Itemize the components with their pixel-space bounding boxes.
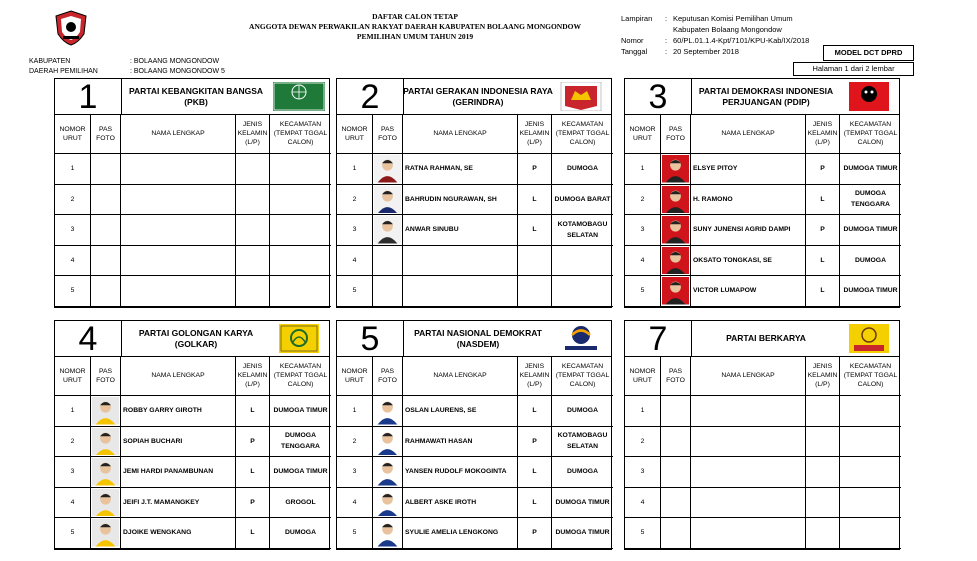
cell-nama: SOPIAH BUCHARI: [121, 427, 236, 458]
party-name: PARTAI KEBANGKITAN BANGSA (PKB): [128, 85, 264, 107]
cell-nomor: 3: [625, 215, 661, 246]
cell-jk: L: [518, 457, 552, 488]
party-name: PARTAI GOLONGAN KARYA (GOLKAR): [138, 327, 254, 349]
cell-nomor: 1: [625, 396, 661, 427]
party-logo-gerindra: [555, 82, 607, 111]
cell-foto: [661, 518, 691, 549]
party-panel-golkar: [54, 320, 330, 550]
kabupaten-value: : BOLAANG MONGONDOW: [130, 58, 220, 65]
cell-kecamatan: DUMOGA BARAT: [552, 185, 613, 216]
cell-nomor: 5: [625, 518, 661, 549]
column-header-foto: PAS FOTO: [91, 356, 121, 396]
cell-kecamatan: DUMOGA: [552, 396, 613, 427]
cell-kecamatan: DUMOGA TIMUR: [552, 488, 613, 519]
cell-foto: [91, 276, 121, 307]
cell-jk: P: [518, 154, 552, 185]
party-panel-gerindra: [336, 78, 612, 308]
cell-kecamatan: [552, 246, 613, 277]
cell-nomor: 3: [337, 215, 373, 246]
cell-nama: ANWAR SINUBU: [403, 215, 518, 246]
column-header-jk: JENIS KELAMIN (L/P): [236, 114, 270, 154]
party-logo-nasdem: [555, 324, 607, 353]
cell-jk: [518, 246, 552, 277]
cell-foto: [91, 488, 121, 519]
tanggal-value: 20 September 2018: [673, 47, 739, 56]
cell-foto: [661, 246, 691, 277]
column-header-kec: KECAMATAN (TEMPAT TGGAL CALON): [270, 114, 331, 154]
cell-nama: ALBERT ASKE IROTH: [403, 488, 518, 519]
cell-kecamatan: DUMOGA TIMUR: [270, 457, 331, 488]
lampiran-value-1: Keputusan Komisi Pemilihan Umum: [673, 14, 793, 23]
cell-kecamatan: DUMOGA TENGGARA: [270, 427, 331, 458]
cell-foto: [661, 488, 691, 519]
party-panel-berkarya: [624, 320, 900, 550]
cell-jk: L: [236, 457, 270, 488]
cell-nomor: 3: [55, 215, 91, 246]
column-header-foto: PAS FOTO: [661, 356, 691, 396]
cell-nomor: 2: [625, 185, 661, 216]
cell-kecamatan: DUMOGA: [840, 246, 901, 277]
region-meta: [29, 57, 225, 77]
candidate-photo: [662, 216, 689, 248]
cell-foto: [91, 185, 121, 216]
title-line-2: ANGGOTA DEWAN PERWAKILAN RAKYAT DAERAH KABUPATEN BOLAANG MONGONDOW: [249, 22, 581, 31]
party-header: [337, 321, 611, 357]
cell-foto: [373, 457, 403, 488]
cell-jk: [806, 518, 840, 549]
cell-jk: [236, 246, 270, 277]
candidate-table: [337, 114, 611, 307]
candidate-photo: [662, 277, 689, 309]
cell-nomor: 5: [337, 518, 373, 549]
cell-nomor: 2: [55, 185, 91, 216]
cell-foto: [373, 427, 403, 458]
column-header-foto: PAS FOTO: [91, 114, 121, 154]
cell-kecamatan: DUMOGA TIMUR: [552, 518, 613, 549]
lampiran-value-2: Kabupaten Bolaang Mongondow: [673, 25, 782, 34]
cell-nama: SYULIE AMELIA LENGKONG: [403, 518, 518, 549]
cell-nomor: 4: [337, 488, 373, 519]
cell-kecamatan: [270, 246, 331, 277]
cell-jk: [806, 427, 840, 458]
candidate-table: [625, 356, 899, 549]
cell-foto: [373, 396, 403, 427]
party-name: PARTAI DEMOKRASI INDONESIA PERJUANGAN (PDIP): [698, 85, 834, 107]
party-header: [55, 321, 329, 357]
cell-nomor: 4: [55, 488, 91, 519]
column-header-nomor: NOMOR URUT: [55, 356, 91, 396]
cell-jk: L: [518, 488, 552, 519]
party-header: [625, 321, 899, 357]
party-name: PARTAI GERAKAN INDONESIA RAYA (GERINDRA): [403, 85, 553, 107]
column-header-kec: KECAMATAN (TEMPAT TGGAL CALON): [840, 114, 901, 154]
nomor-value: 60/PL.01.1.4-Kpt/7101/KPU-Kab/IX/2018: [673, 36, 810, 45]
cell-foto: [91, 518, 121, 549]
column-header-nomor: NOMOR URUT: [55, 114, 91, 154]
cell-nomor: 3: [55, 457, 91, 488]
model-box: MODEL DCT DPRD: [823, 45, 914, 61]
candidate-table: [55, 114, 329, 307]
cell-foto: [91, 457, 121, 488]
cell-foto: [91, 246, 121, 277]
cell-nomor: 5: [55, 518, 91, 549]
candidate-photo: [662, 155, 689, 187]
candidate-photo: [92, 519, 119, 551]
party-header: [625, 79, 899, 115]
kabupaten-label: KABUPATEN: [29, 58, 71, 65]
cell-foto: [661, 185, 691, 216]
candidate-photo: [374, 489, 401, 521]
nomor-label: Nomor: [621, 36, 644, 45]
cell-jk: L: [806, 276, 840, 307]
cell-kecamatan: [840, 488, 901, 519]
dapil-value: : BOLAANG MONGONDOW 5: [130, 68, 225, 75]
cell-jk: P: [236, 427, 270, 458]
cell-foto: [661, 427, 691, 458]
cell-jk: [806, 396, 840, 427]
column-header-nama: NAMA LENGKAP: [691, 114, 806, 154]
cell-kecamatan: DUMOGA: [552, 457, 613, 488]
cell-nomor: 1: [55, 396, 91, 427]
column-header-foto: PAS FOTO: [661, 114, 691, 154]
cell-foto: [91, 215, 121, 246]
cell-foto: [661, 396, 691, 427]
cell-nomor: 1: [55, 154, 91, 185]
candidate-photo: [374, 458, 401, 490]
cell-kecamatan: KOTAMOBAGU SELATAN: [552, 427, 613, 458]
cell-foto: [661, 154, 691, 185]
party-name: PARTAI NASIONAL DEMOKRAT (NASDEM): [414, 327, 542, 349]
cell-nomor: 5: [625, 276, 661, 307]
cell-nama: RAHMAWATI HASAN: [403, 427, 518, 458]
cell-nomor: 5: [337, 276, 373, 307]
title-line-3: PEMILIHAN UMUM TAHUN 2019: [356, 32, 474, 41]
cell-nomor: 4: [625, 246, 661, 277]
candidate-table: [55, 356, 329, 549]
candidate-table: [337, 356, 611, 549]
cell-kecamatan: [270, 185, 331, 216]
column-header-jk: JENIS KELAMIN (L/P): [518, 114, 552, 154]
column-header-foto: PAS FOTO: [373, 114, 403, 154]
cell-nomor: 4: [337, 246, 373, 277]
cell-jk: [236, 154, 270, 185]
cell-nomor: 2: [55, 427, 91, 458]
cell-nama: [121, 215, 236, 246]
cell-jk: L: [518, 215, 552, 246]
tanggal-label: Tanggal: [621, 47, 648, 56]
cell-foto: [91, 154, 121, 185]
cell-foto: [373, 246, 403, 277]
cell-kecamatan: [270, 276, 331, 307]
cell-foto: [661, 276, 691, 307]
party-number: 2: [337, 79, 404, 114]
cell-nama: BAHRUDIN NGURAWAN, SH: [403, 185, 518, 216]
cell-jk: L: [806, 185, 840, 216]
cell-nomor: 1: [337, 396, 373, 427]
cell-jk: [236, 276, 270, 307]
column-header-nomor: NOMOR URUT: [337, 114, 373, 154]
cell-kecamatan: DUMOGA TIMUR: [840, 154, 901, 185]
cell-jk: P: [518, 518, 552, 549]
cell-foto: [661, 215, 691, 246]
candidate-photo: [92, 458, 119, 490]
party-header: [337, 79, 611, 115]
column-header-kec: KECAMATAN (TEMPAT TGGAL CALON): [552, 114, 613, 154]
column-header-nomor: NOMOR URUT: [337, 356, 373, 396]
cell-jk: P: [806, 215, 840, 246]
cell-nomor: 1: [625, 154, 661, 185]
cell-kecamatan: GROGOL: [270, 488, 331, 519]
cell-kecamatan: [270, 154, 331, 185]
cell-jk: L: [518, 185, 552, 216]
cell-nama: ELSYE PITOY: [691, 154, 806, 185]
party-panel-pdip: [624, 78, 900, 308]
column-header-jk: JENIS KELAMIN (L/P): [518, 356, 552, 396]
cell-nomor: 2: [625, 427, 661, 458]
candidate-photo: [374, 519, 401, 551]
cell-jk: L: [236, 518, 270, 549]
cell-nama: [691, 518, 806, 549]
cell-nama: YANSEN RUDOLF MOKOGINTA: [403, 457, 518, 488]
candidate-photo: [92, 428, 119, 460]
cell-nama: [403, 276, 518, 307]
candidate-photo: [92, 489, 119, 521]
cell-jk: P: [518, 427, 552, 458]
cell-nama: VICTOR LUMAPOW: [691, 276, 806, 307]
column-header-kec: KECAMATAN (TEMPAT TGGAL CALON): [840, 356, 901, 396]
cell-foto: [373, 518, 403, 549]
cell-nama: [691, 396, 806, 427]
cell-jk: [806, 488, 840, 519]
party-number: 1: [55, 79, 122, 114]
cell-jk: [236, 215, 270, 246]
cell-nomor: 5: [55, 276, 91, 307]
lampiran-label: Lampiran: [621, 14, 653, 23]
party-name: PARTAI BERKARYA: [726, 333, 806, 343]
column-header-nomor: NOMOR URUT: [625, 114, 661, 154]
cell-foto: [661, 457, 691, 488]
cell-nama: [691, 457, 806, 488]
cell-nama: RATNA RAHMAN, SE: [403, 154, 518, 185]
party-number: 3: [625, 79, 692, 114]
cell-nama: [121, 185, 236, 216]
column-header-kec: KECAMATAN (TEMPAT TGGAL CALON): [552, 356, 613, 396]
candidate-table: [625, 114, 899, 307]
party-number: 7: [625, 321, 692, 356]
cell-jk: [236, 185, 270, 216]
cell-kecamatan: [270, 215, 331, 246]
document-title: [240, 12, 590, 42]
cell-foto: [91, 396, 121, 427]
column-header-nama: NAMA LENGKAP: [403, 356, 518, 396]
party-panel-pkb: [54, 78, 330, 308]
cell-kecamatan: [840, 457, 901, 488]
page-info: Halaman 1 dari 2 lembar: [793, 62, 914, 76]
cell-nomor: 4: [55, 246, 91, 277]
cell-foto: [373, 185, 403, 216]
candidate-photo: [92, 397, 119, 429]
cell-kecamatan: [840, 427, 901, 458]
candidate-photo: [374, 155, 401, 187]
candidate-photo: [662, 247, 689, 279]
title-line-1: DAFTAR CALON TETAP: [372, 12, 458, 21]
cell-nama: OKSATO TONGKASI, SE: [691, 246, 806, 277]
cell-jk: [518, 276, 552, 307]
column-header-kec: KECAMATAN (TEMPAT TGGAL CALON): [270, 356, 331, 396]
cell-nama: DJOIKE WENGKANG: [121, 518, 236, 549]
cell-jk: L: [806, 246, 840, 277]
cell-nomor: 3: [337, 457, 373, 488]
cell-kecamatan: [840, 396, 901, 427]
party-logo-berkarya: [843, 324, 895, 353]
cell-foto: [373, 276, 403, 307]
cell-kecamatan: DUMOGA: [270, 518, 331, 549]
cell-nomor: 3: [625, 457, 661, 488]
cell-nama: H. RAMONO: [691, 185, 806, 216]
cell-nomor: 4: [625, 488, 661, 519]
column-header-jk: JENIS KELAMIN (L/P): [806, 356, 840, 396]
party-number: 4: [55, 321, 122, 356]
cell-jk: P: [236, 488, 270, 519]
lampiran-block: Lampiran : Keputusan Komisi Pemilihan Umum Kabupaten Bolaang Mongondow Nomor : 60/PL.01.1.4-Kpt/7101/KPU-Kab/IX/2018 Tanggal : 20 September 2018: [621, 14, 810, 56]
cell-kecamatan: KOTAMOBAGU SELATAN: [552, 215, 613, 246]
column-header-nama: NAMA LENGKAP: [121, 356, 236, 396]
cell-jk: [806, 457, 840, 488]
column-header-nama: NAMA LENGKAP: [121, 114, 236, 154]
cell-kecamatan: [552, 276, 613, 307]
cell-kecamatan: [840, 518, 901, 549]
cell-nama: [691, 427, 806, 458]
cell-nama: ROBBY GARRY GIROTH: [121, 396, 236, 427]
candidate-photo: [374, 428, 401, 460]
cell-foto: [373, 488, 403, 519]
cell-nomor: 2: [337, 427, 373, 458]
cell-kecamatan: DUMOGA TIMUR: [840, 215, 901, 246]
cell-nama: JEMI HARDI PANAMBUNAN: [121, 457, 236, 488]
cell-nama: SUNY JUNENSI AGRID DAMPI: [691, 215, 806, 246]
cell-nomor: 2: [337, 185, 373, 216]
column-header-jk: JENIS KELAMIN (L/P): [236, 356, 270, 396]
party-number: 5: [337, 321, 404, 356]
column-header-nomor: NOMOR URUT: [625, 356, 661, 396]
party-logo-pkb: [273, 82, 325, 111]
cell-nama: [121, 246, 236, 277]
party-logo-pdip: [843, 82, 895, 111]
cell-nama: OSLAN LAURENS, SE: [403, 396, 518, 427]
cell-jk: L: [236, 396, 270, 427]
candidate-photo: [374, 186, 401, 218]
cell-kecamatan: DUMOGA TENGGARA: [840, 185, 901, 216]
column-header-nama: NAMA LENGKAP: [691, 356, 806, 396]
cell-nama: [691, 488, 806, 519]
cell-jk: L: [518, 396, 552, 427]
candidate-photo: [374, 397, 401, 429]
cell-nama: [121, 276, 236, 307]
candidate-photo: [662, 186, 689, 218]
kpu-logo: [54, 10, 88, 46]
cell-kecamatan: DUMOGA TIMUR: [270, 396, 331, 427]
party-logo-golkar: [273, 324, 325, 353]
column-header-foto: PAS FOTO: [373, 356, 403, 396]
cell-nama: [121, 154, 236, 185]
cell-foto: [91, 427, 121, 458]
party-panel-nasdem: [336, 320, 612, 550]
candidate-photo: [374, 216, 401, 248]
cell-kecamatan: DUMOGA: [552, 154, 613, 185]
cell-kecamatan: DUMOGA TIMUR: [840, 276, 901, 307]
party-header: [55, 79, 329, 115]
cell-foto: [373, 154, 403, 185]
cell-foto: [373, 215, 403, 246]
dapil-label: DAERAH PEMILIHAN: [29, 68, 98, 75]
cell-nama: JEIFI J.T. MAMANGKEY: [121, 488, 236, 519]
cell-nama: [403, 246, 518, 277]
cell-nomor: 1: [337, 154, 373, 185]
column-header-jk: JENIS KELAMIN (L/P): [806, 114, 840, 154]
column-header-nama: NAMA LENGKAP: [403, 114, 518, 154]
cell-jk: P: [806, 154, 840, 185]
